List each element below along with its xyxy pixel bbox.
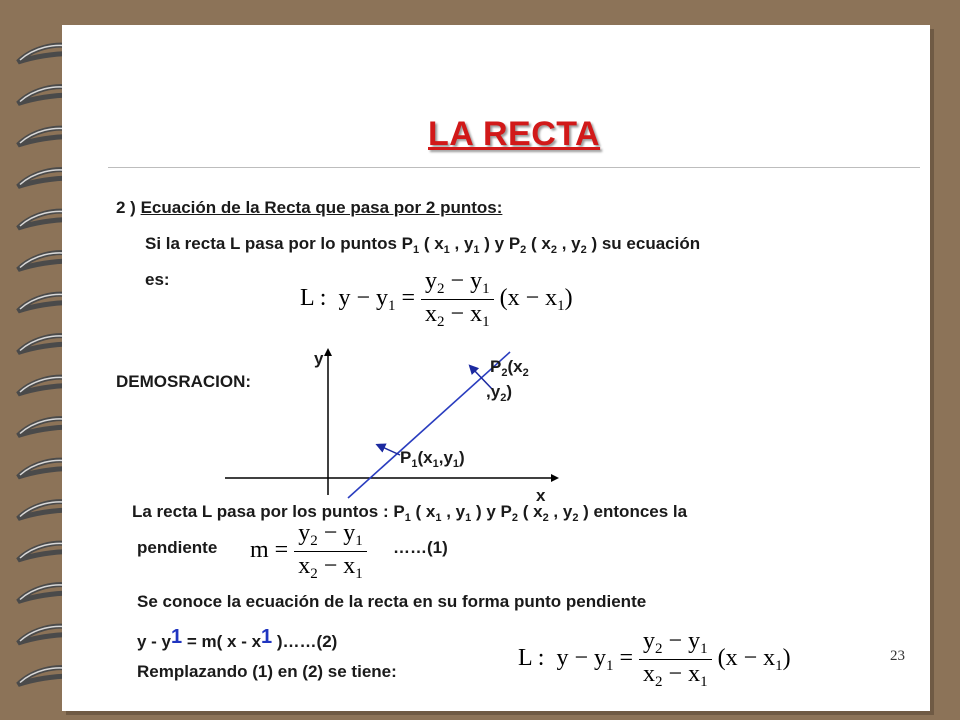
den-a: x xyxy=(643,661,656,687)
slope-part: , y xyxy=(441,502,466,521)
num-b: − y xyxy=(450,268,483,294)
subscript: 2 xyxy=(655,641,663,657)
eq-rhs: (x − x xyxy=(717,645,776,672)
fraction-numerator xyxy=(294,520,367,552)
subscript: 1 xyxy=(605,658,614,675)
intro-part: Si la recta L pasa por lo puntos P xyxy=(145,234,413,253)
num-a: y xyxy=(298,520,311,546)
point-p2-label xyxy=(490,357,529,379)
subscript: 2 xyxy=(437,281,445,297)
line-l xyxy=(348,352,510,498)
num-b: − y xyxy=(323,520,356,546)
section-heading: Ecuación de la Recta que pasa por 2 puntos: xyxy=(140,198,503,217)
subscript: 2 xyxy=(501,367,508,379)
slope-part: ) entonces la xyxy=(578,502,688,521)
demo-label: DEMOSRACION: xyxy=(116,372,252,391)
intro-part: ) y P xyxy=(479,234,521,253)
fraction-numerator xyxy=(639,628,712,660)
intro-line2: es: xyxy=(145,270,170,289)
line-equation-1 xyxy=(300,268,573,331)
slope-part: ( x xyxy=(518,502,543,521)
fraction-denominator xyxy=(421,300,494,331)
formula-part: = m( x - x xyxy=(182,632,262,651)
subscript: 1 xyxy=(700,674,708,690)
intro-text xyxy=(145,234,700,256)
intro-part: , y xyxy=(449,234,474,253)
fraction-numerator xyxy=(421,268,494,300)
subscript: 1 xyxy=(387,298,396,315)
num-b: − y xyxy=(668,628,701,654)
subscript: 1 xyxy=(473,244,480,256)
subscript: 1 xyxy=(412,244,420,256)
subscript: 1 xyxy=(355,566,363,582)
eq-fraction xyxy=(639,628,712,691)
subscript: 1 xyxy=(482,314,490,330)
section-heading-line xyxy=(116,198,502,218)
eq-fraction xyxy=(421,268,494,331)
slope-fraction xyxy=(294,520,367,583)
num-a: y xyxy=(425,268,438,294)
den-b: − x xyxy=(450,301,483,327)
subscript: 1 xyxy=(452,458,460,470)
slope-sentence xyxy=(132,502,687,524)
label-part: ,y xyxy=(486,382,501,401)
subscript: 1 xyxy=(355,533,363,549)
point-p2-label-line2 xyxy=(486,382,512,404)
slope-part: ) y P xyxy=(471,502,512,521)
eq-label: L : xyxy=(518,645,545,672)
formula-part: y - y xyxy=(137,632,172,651)
label-part: ) xyxy=(459,448,465,467)
line-equation-2 xyxy=(518,628,791,691)
subscript: 2 xyxy=(437,314,445,330)
subscript: 1 xyxy=(432,458,439,470)
eq-label: L : xyxy=(300,285,327,312)
eq-sign: = xyxy=(274,537,289,564)
slope-m: m xyxy=(250,537,269,564)
label-part: (x xyxy=(507,357,523,376)
subscript: 1 xyxy=(557,298,565,315)
subscript: 1 xyxy=(775,658,783,675)
subscript: 2 xyxy=(310,566,318,582)
fraction-denominator xyxy=(294,552,367,583)
pendiente-label: pendiente xyxy=(137,538,218,557)
slope-part: ( x xyxy=(410,502,436,521)
slope-part: La recta L pasa por los puntos : P xyxy=(132,502,405,521)
y-axis-label: y xyxy=(314,349,324,368)
replacement-text: Remplazando (1) en (2) se tiene: xyxy=(137,662,397,681)
num-a: y xyxy=(643,628,656,654)
fraction-denominator xyxy=(639,660,712,691)
subscript: 2 xyxy=(522,367,529,379)
page-number: 23 xyxy=(890,648,905,664)
intro-part: , y xyxy=(556,234,581,253)
intro-part: ( x xyxy=(419,234,444,253)
label-part: (x xyxy=(417,448,433,467)
point-slope-intro: Se conoce la ecuación de la recta en su forma punto pendiente xyxy=(137,592,647,611)
label-part: ) xyxy=(506,382,512,401)
subscript: 2 xyxy=(520,244,527,256)
subscript: 2 xyxy=(580,244,587,256)
subscript: 2 xyxy=(550,244,557,256)
slope-part: , y xyxy=(548,502,573,521)
title-divider xyxy=(108,167,920,168)
subscript: 1 xyxy=(700,641,708,657)
den-a: x xyxy=(425,301,438,327)
subscript: 2 xyxy=(500,392,507,404)
subscript: 2 xyxy=(542,512,549,524)
den-a: x xyxy=(298,553,311,579)
subscript: 2 xyxy=(572,512,579,524)
intro-part: ) su ecuación xyxy=(586,234,701,253)
eq-rhs-close: ) xyxy=(782,645,791,672)
eq-sign: = xyxy=(619,645,634,672)
page-title: LA RECTA xyxy=(428,115,601,153)
subscript-blue: 1 xyxy=(171,626,183,648)
p1-pointer-arrow xyxy=(380,446,400,455)
eq-rhs-close: ) xyxy=(564,285,573,312)
label-part: P xyxy=(400,448,412,467)
eq-lhs: y − y xyxy=(556,645,606,672)
subscript: 1 xyxy=(465,512,472,524)
subscript: 1 xyxy=(404,512,411,524)
subscript: 2 xyxy=(310,533,318,549)
label-part: P xyxy=(490,357,502,376)
subscript: 1 xyxy=(411,458,418,470)
equation-ref-1: ……(1) xyxy=(393,538,448,557)
label-part: ,y xyxy=(438,448,453,467)
subscript: 1 xyxy=(482,281,490,297)
slope-equation xyxy=(250,520,367,583)
eq-sign: = xyxy=(401,285,416,312)
formula-part: )……(2) xyxy=(272,632,338,651)
eq-lhs: y − y xyxy=(338,285,388,312)
x-axis-label: x xyxy=(536,486,546,505)
section-number: 2 ) xyxy=(116,198,136,217)
subscript: 2 xyxy=(511,512,519,524)
subscript: 1 xyxy=(443,244,450,256)
den-b: − x xyxy=(668,661,701,687)
intro-part: ( x xyxy=(526,234,551,253)
den-b: − x xyxy=(323,553,356,579)
point-slope-formula xyxy=(137,626,337,652)
point-p1-label xyxy=(400,448,465,470)
subscript-blue: 1 xyxy=(261,626,273,648)
subscript: 2 xyxy=(655,674,663,690)
subscript: 1 xyxy=(435,512,442,524)
eq-rhs: (x − x xyxy=(499,285,558,312)
